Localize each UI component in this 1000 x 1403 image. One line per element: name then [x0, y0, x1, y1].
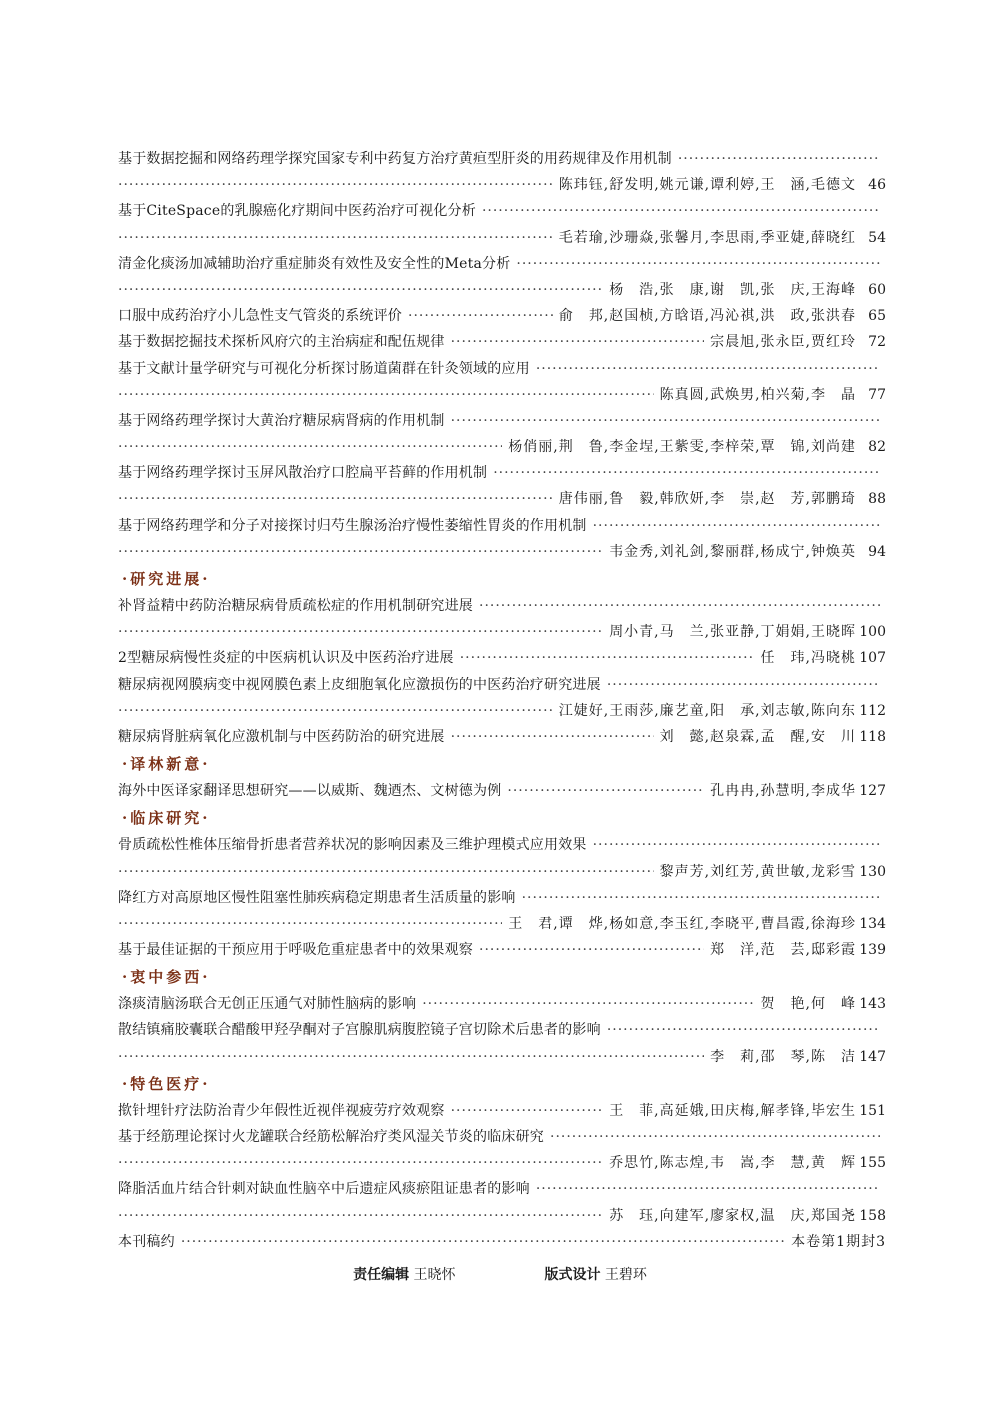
entry-page: 158: [859, 1207, 886, 1224]
leader-dots: [118, 911, 502, 937]
leader-dots: [118, 859, 654, 885]
toc-entry-title-line: [118, 832, 886, 858]
entry-page: 72: [868, 334, 886, 351]
leader-dots: [408, 303, 553, 329]
toc-entry-title-line: [118, 408, 886, 434]
entry-authors: 唐伟丽,鲁 毅,韩欣妍,李 崇,赵 芳,郭鹏琦: [558, 491, 856, 508]
section-heading: ·临床研究·: [122, 809, 211, 828]
toc-entry-tail: [118, 1229, 886, 1255]
entry-title: 清金化痰汤加减辅助治疗重症肺炎有效性及安全性的Meta分析: [118, 255, 511, 272]
table-of-contents: [118, 146, 886, 1255]
entry-page: 94: [868, 543, 886, 560]
toc-entry-author-line: [118, 911, 886, 937]
editor-label: 责任编辑: [353, 1267, 410, 1283]
leader-dots: [607, 1017, 880, 1043]
leader-dots: [118, 1203, 603, 1229]
leader-dots: [118, 619, 603, 645]
toc-entry-title-line: [118, 251, 886, 277]
leader-dots: [550, 1124, 880, 1150]
design-label: 版式设计: [544, 1267, 601, 1283]
entry-authors: 毛若瑜,沙珊焱,张馨月,李思雨,季亚婕,薛晓红: [558, 229, 856, 246]
leader-dots: [181, 1229, 785, 1255]
leader-dots: [482, 198, 880, 224]
toc-entry-title-line: [118, 1176, 886, 1202]
toc-entry: [118, 645, 886, 671]
leader-dots: [118, 434, 502, 460]
entry-page: 151: [859, 1102, 886, 1119]
leader-dots: [507, 778, 704, 804]
entry-page: 143: [859, 996, 886, 1013]
toc-entry-author-line: [118, 1203, 886, 1229]
entry-title: 骨质疏松性椎体压缩骨折患者营养状况的影响因素及三维护理模式应用效果: [118, 837, 587, 854]
entry-authors: 韦金秀,刘礼剑,黎丽群,杨成宁,钟焕英: [609, 543, 856, 560]
entry-authors: 王 君,谭 烨,杨如意,李玉红,李晓平,曹昌霞,徐海珍: [508, 915, 856, 932]
entry-page: 82: [868, 439, 886, 456]
entry-title: 口服中成药治疗小儿急性支气管炎的系统评价: [118, 308, 402, 325]
toc-entry-title-line: [118, 356, 886, 382]
entry-title: 散结镇痛胶囊联合醋酸甲羟孕酮对子宫腺肌病腹腔镜子宫切除术后患者的影响: [118, 1022, 601, 1039]
entry-title: 基于网络药理学探讨大黄治疗糖尿病肾病的作用机制: [118, 412, 445, 429]
entry-authors: 苏 珏,向建军,廖家权,温 庆,郑国尧: [609, 1207, 856, 1224]
entry-title: 基于数据挖掘技术探析风府穴的主治病症和配伍规律: [118, 334, 445, 351]
leader-dots: [593, 832, 880, 858]
entry-authors: 刘 懿,赵泉霖,孟 醒,安 川: [659, 728, 856, 745]
toc-entry: [118, 991, 886, 1017]
entry-authors: 贺 艳,何 峰: [760, 996, 856, 1013]
leader-dots: [451, 724, 654, 750]
entry-authors: 乔思竹,陈志煌,韦 嵩,李 慧,黄 辉: [609, 1155, 856, 1172]
entry-title: 涤痰清脑汤联合无创正压通气对肺性脑病的影响: [118, 996, 417, 1013]
toc-entry-author-line: [118, 539, 886, 565]
credits-footer: [0, 1264, 1000, 1284]
entry-title: 基于数据挖掘和网络药理学探究国家专利中药复方治疗黄疸型肝炎的用药规律及作用机制: [118, 151, 672, 167]
entry-authors: 任 玮,冯晓桃: [760, 650, 856, 667]
entry-title: 糖尿病肾脏病氧化应激机制与中医药防治的研究进展: [118, 728, 445, 745]
entry-page: 155: [859, 1155, 886, 1172]
toc-entry-author-line: [118, 277, 886, 303]
entry-page: 46: [868, 177, 886, 194]
toc-entry: [118, 303, 886, 329]
entry-authors: 周小青,马 兰,张亚静,丁娟娟,王晓晖: [609, 624, 856, 641]
entry-authors: 江婕好,王雨莎,廉艺童,阳 承,刘志敏,陈向东: [558, 702, 856, 719]
leader-dots: [451, 1098, 604, 1124]
entry-title: 基于网络药理学探讨玉屏风散治疗口腔扁平苔藓的作用机制: [118, 465, 488, 482]
entry-authors: 孔冉冉,孙慧明,李成华: [710, 783, 856, 800]
entry-title: 降红方对高原地区慢性阻塞性肺疾病稳定期患者生活质量的影响: [118, 889, 516, 906]
leader-dots: [118, 539, 603, 565]
leader-dots: [422, 991, 754, 1017]
entry-title: 降脂活血片结合针刺对缺血性脑卒中后遗症风痰瘀阻证患者的影响: [118, 1181, 530, 1198]
leader-dots: [118, 486, 553, 512]
toc-entry-author-line: [118, 434, 886, 460]
entry-page: 65: [868, 308, 886, 325]
toc-entry: [118, 724, 886, 750]
design-name: 王碧环: [604, 1267, 647, 1283]
leader-dots: [536, 356, 880, 382]
toc-entry-author-line: [118, 1150, 886, 1176]
toc-entry-title-line: [118, 146, 886, 172]
entry-page: 130: [859, 863, 886, 880]
toc-entry-title-line: [118, 460, 886, 486]
toc-entry-title-line: [118, 513, 886, 539]
toc-entry: [118, 1098, 886, 1124]
entry-authors: 宗晨旭,张永臣,贾红玲: [710, 334, 856, 351]
entry-authors: 郑 洋,范 芸,邸彩霞: [710, 942, 856, 959]
toc-entry-author-line: [118, 859, 886, 885]
entry-authors: 俞 邦,赵国桢,方晗语,冯沁祺,洪 政,张洪春: [558, 308, 856, 325]
entry-page: 100: [859, 624, 886, 641]
toc-entry-title-line: [118, 672, 886, 698]
toc-entry-title-line: [118, 1124, 886, 1150]
toc-entry-author-line: [118, 172, 886, 198]
entry-authors: 杨 浩,张 康,谢 凯,张 庆,王海峰: [609, 281, 856, 298]
leader-dots: [118, 1044, 704, 1070]
entry-authors: 黎声芳,刘红芳,黄世敏,龙彩雪: [659, 863, 856, 880]
toc-entry-title-line: [118, 198, 886, 224]
entry-title: 基于文献计量学研究与可视化分析探讨肠道菌群在针灸领域的应用: [118, 360, 530, 377]
entry-title: 基于网络药理学和分子对接探讨归芍生腺汤治疗慢性萎缩性胃炎的作用机制: [118, 517, 587, 534]
entry-page: 107: [859, 650, 886, 667]
editor-name: 王晓怀: [413, 1267, 456, 1283]
entry-title: 基于最佳证据的干预应用于呼吸危重症患者中的效果观察: [118, 942, 473, 959]
toc-entry-title-line: [118, 593, 886, 619]
leader-dots: [118, 1150, 603, 1176]
entry-authors: 陈真圆,武焕男,柏兴菊,李 晶: [659, 386, 856, 403]
leader-dots: [118, 225, 553, 251]
leader-dots: [118, 277, 603, 303]
leader-dots: [479, 937, 704, 963]
toc-entry-author-line: [118, 698, 886, 724]
leader-dots: [493, 460, 880, 486]
section-heading: ·研究进展·: [122, 570, 211, 588]
entry-title: 海外中医译家翻译思想研究——以威斯、魏迺杰、文树德为例: [118, 783, 502, 800]
toc-entry-author-line: [118, 486, 886, 512]
entry-title: 本刊稿约: [118, 1233, 175, 1250]
section-heading: ·衷中参西·: [122, 968, 211, 987]
toc-entry-author-line: [118, 619, 886, 645]
leader-dots: [678, 146, 880, 172]
entry-title: 揿针埋针疗法防治青少年假性近视伴视疲劳疗效观察: [118, 1102, 445, 1119]
entry-authors: 陈玮钰,舒发明,姚元谦,谭利婷,王 涵,毛德文: [558, 177, 856, 194]
leader-dots: [479, 593, 880, 619]
section-heading: ·特色医疗·: [122, 1074, 211, 1093]
leader-dots: [118, 698, 553, 724]
leader-dots: [522, 885, 880, 911]
leader-dots: [516, 251, 880, 277]
leader-dots: [118, 172, 553, 198]
toc-entry: [118, 778, 886, 804]
entry-title: 补肾益精中药防治糖尿病骨质疏松症的作用机制研究进展: [118, 598, 473, 614]
entry-page: 88: [868, 491, 886, 508]
entry-title: 基于经筋理论探讨火龙罐联合经筋松解治疗类风湿关节炎的临床研究: [118, 1129, 544, 1145]
leader-dots: [118, 382, 654, 408]
entry-page: 134: [859, 915, 886, 932]
leader-dots: [460, 645, 755, 671]
toc-entry: [118, 937, 886, 963]
entry-title: 糖尿病视网膜病变中视网膜色素上皮细胞氧化应激损伤的中医药治疗研究进展: [118, 676, 601, 693]
entry-page: 139: [859, 942, 886, 959]
leader-dots: [536, 1176, 880, 1202]
entry-page: 127: [859, 783, 886, 800]
leader-dots: [593, 513, 880, 539]
entry-page: 本卷第1期封3: [791, 1233, 886, 1250]
section-heading: ·译林新意·: [122, 755, 211, 774]
toc-entry-author-line: [118, 225, 886, 251]
entry-title: 2型糖尿病慢性炎症的中医病机认识及中医药治疗进展: [118, 650, 454, 667]
entry-title: 基于CiteSpace的乳腺癌化疗期间中医药治疗可视化分析: [118, 203, 476, 220]
leader-dots: [607, 672, 880, 698]
leader-dots: [451, 408, 880, 434]
toc-entry: [118, 329, 886, 355]
entry-authors: 王 菲,高延娥,田庆梅,解孝锋,毕宏生: [609, 1102, 856, 1119]
entry-page: 112: [859, 702, 886, 719]
entry-page: 54: [868, 229, 886, 246]
entry-authors: 李 莉,邵 琴,陈 洁: [710, 1048, 856, 1065]
entry-page: 147: [859, 1048, 886, 1065]
toc-entry-title-line: [118, 885, 886, 911]
toc-entry-author-line: [118, 1044, 886, 1070]
toc-entry-title-line: [118, 1017, 886, 1043]
entry-page: 60: [868, 281, 886, 298]
entry-page: 77: [868, 386, 886, 403]
leader-dots: [451, 329, 704, 355]
entry-authors: 杨俏丽,荆 鲁,李金埕,王紫雯,李梓荣,覃 锦,刘尚建: [508, 439, 856, 456]
entry-page: 118: [859, 728, 886, 745]
toc-entry-author-line: [118, 382, 886, 408]
